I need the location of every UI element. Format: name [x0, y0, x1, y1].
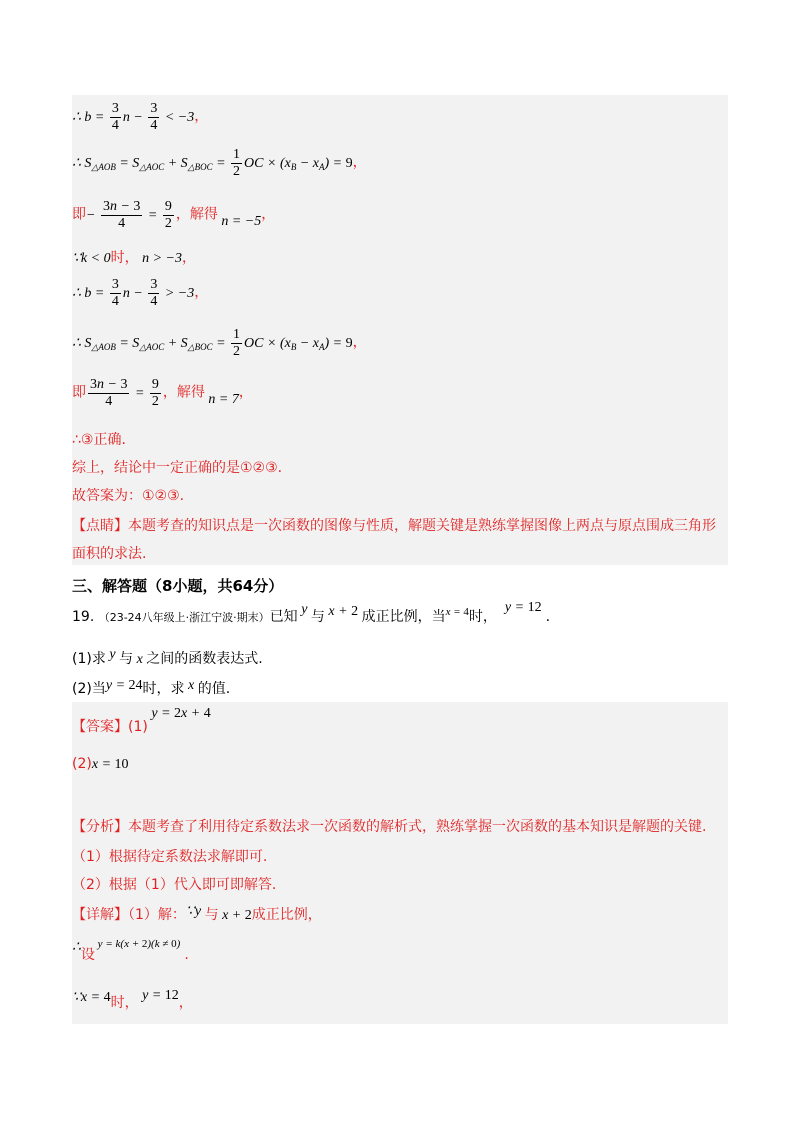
detail-text: （1）解： — [128, 907, 186, 923]
part-text: 时，求 — [142, 681, 185, 697]
section-title: 三、解答题（8小题，共64分） — [72, 577, 284, 595]
detail-text: 与 — [204, 907, 219, 923]
dianjing-text: 本题考查的知识点是一次函数的图像与性质，解题关键是熟练掌握图像上两点与原点围成三角形 — [128, 518, 716, 534]
solution-line-6: ∴ $S_{\triangle AOB} = S_{\triangle AOC} + S_{\triangle BOC}$ = $\frac{1}{2}$ OC × $(x_B - x_A) = 9$， — [72, 327, 367, 359]
part-text: (2)当 — [72, 681, 106, 697]
dianjing-line-1 — [72, 515, 716, 535]
set-text: 设 — [80, 947, 95, 963]
question-text: 成正比例，当 — [361, 609, 446, 625]
answer-part-1: (1) — [128, 719, 148, 735]
punct: ， — [194, 108, 209, 125]
part-text: 的值. — [197, 681, 231, 697]
question-part-1: (1)求 y 与 x 之间的函数表达式. — [72, 647, 263, 667]
answer-tag: 【答案】 — [72, 719, 128, 735]
question-text: 已知 — [269, 609, 298, 625]
analysis-text: 本题考查了利用待定系数法求一次函数的解析式，熟练掌握一次函数的基本知识是解题的关键. — [128, 819, 707, 835]
when-label: 时， — [110, 250, 139, 266]
solution-line-3: 即− $\frac{3n - 3}{4}$ = $\frac{9}{2}$ ，解得 n = −5， — [72, 199, 276, 231]
solve-label: ，解得 — [162, 384, 205, 401]
question-number: 19. — [72, 609, 95, 625]
solution-line-1: ∴ b = $\frac{3}{4}$ n − $\frac{3}{4}$ < −3， — [72, 101, 209, 133]
punct: ， — [182, 250, 196, 266]
dianjing-tag: 【点睛】 — [72, 518, 128, 534]
answer-part-2: (2) — [72, 756, 92, 772]
part-text: 之间的函数表达式. — [146, 651, 263, 667]
solution-panel-top — [72, 95, 728, 565]
punct: ， — [238, 384, 253, 401]
answer-line-2: (2)x = 10 — [72, 756, 129, 772]
solution-line-10: 故答案为：①②③. — [72, 488, 185, 504]
question-part-2: (2)当y = 24时，求 x 的值. — [72, 678, 231, 697]
punct: ， — [352, 334, 367, 351]
solution-line-7: 即 $\frac{3n - 3}{4}$ = $\frac{9}{2}$ ，解得 n = 7， — [72, 377, 253, 409]
question-19: 19. （23-24八年级上·浙江宁波·期末）已知 y 与 x + 2 成正比例，当$^{x = 4}$时，y = 12. — [72, 600, 551, 625]
question-source: （23-24八年级上·浙江宁波·期末） — [98, 611, 270, 624]
ji-label: 即 — [72, 384, 86, 401]
punct: ， — [352, 154, 367, 171]
analysis-step-2: （2）根据（1）代入即可即解答. — [72, 877, 277, 893]
solution-line-5: ∴ b = $\frac{3}{4}$ n − $\frac{3}{4}$ > −3， — [72, 277, 209, 309]
solution-line-8: ∴③正确. — [72, 432, 126, 448]
last-line: ∵x = 4时， y = 12， — [72, 988, 193, 1011]
punct: ， — [261, 206, 276, 223]
question-text: 时， — [468, 609, 497, 625]
ji-label: 即 — [72, 206, 86, 223]
solution-line-2: ∴ $S_{\triangle AOB} = S_{\triangle AOC} + S_{\triangle BOC}$ = $\frac{1}{2}$ OC × $(x_B - x_A) = 9$， — [72, 147, 367, 179]
set-text: . — [184, 947, 189, 963]
analysis-line — [72, 816, 706, 836]
solve-label: ，解得 — [175, 206, 218, 223]
detail-tag: 【详解】 — [72, 907, 128, 923]
when-label: 时， — [110, 995, 139, 1011]
part-text: (1)求 — [72, 651, 106, 667]
question-text: 与 — [310, 609, 325, 625]
detail-text: 成正比例， — [251, 907, 322, 923]
solution-line-4: ∵k < 0时， n > −3， — [72, 250, 196, 266]
part-text: 与 — [119, 651, 134, 667]
solution-line-9: 综上，结论中一定正确的是①②③. — [72, 460, 283, 476]
answer-line: 【答案】(1) y = 2x + 4 — [72, 706, 211, 735]
analysis-step-1: （1）根据待定系数法求解即可. — [72, 849, 268, 865]
answer-panel — [72, 702, 728, 1024]
analysis-tag: 【分析】 — [72, 819, 128, 835]
dianjing-line-2: 面积的求法. — [72, 546, 147, 562]
detail-line: 【详解】（1）解：∵y 与 x + 2成正比例， — [72, 904, 322, 923]
question-text: . — [545, 609, 551, 625]
set-line: ∴设 $^{y = k(x + 2)(k \ne 0)}$. — [72, 938, 189, 963]
punct: ， — [194, 284, 209, 301]
punct: ， — [178, 995, 193, 1011]
